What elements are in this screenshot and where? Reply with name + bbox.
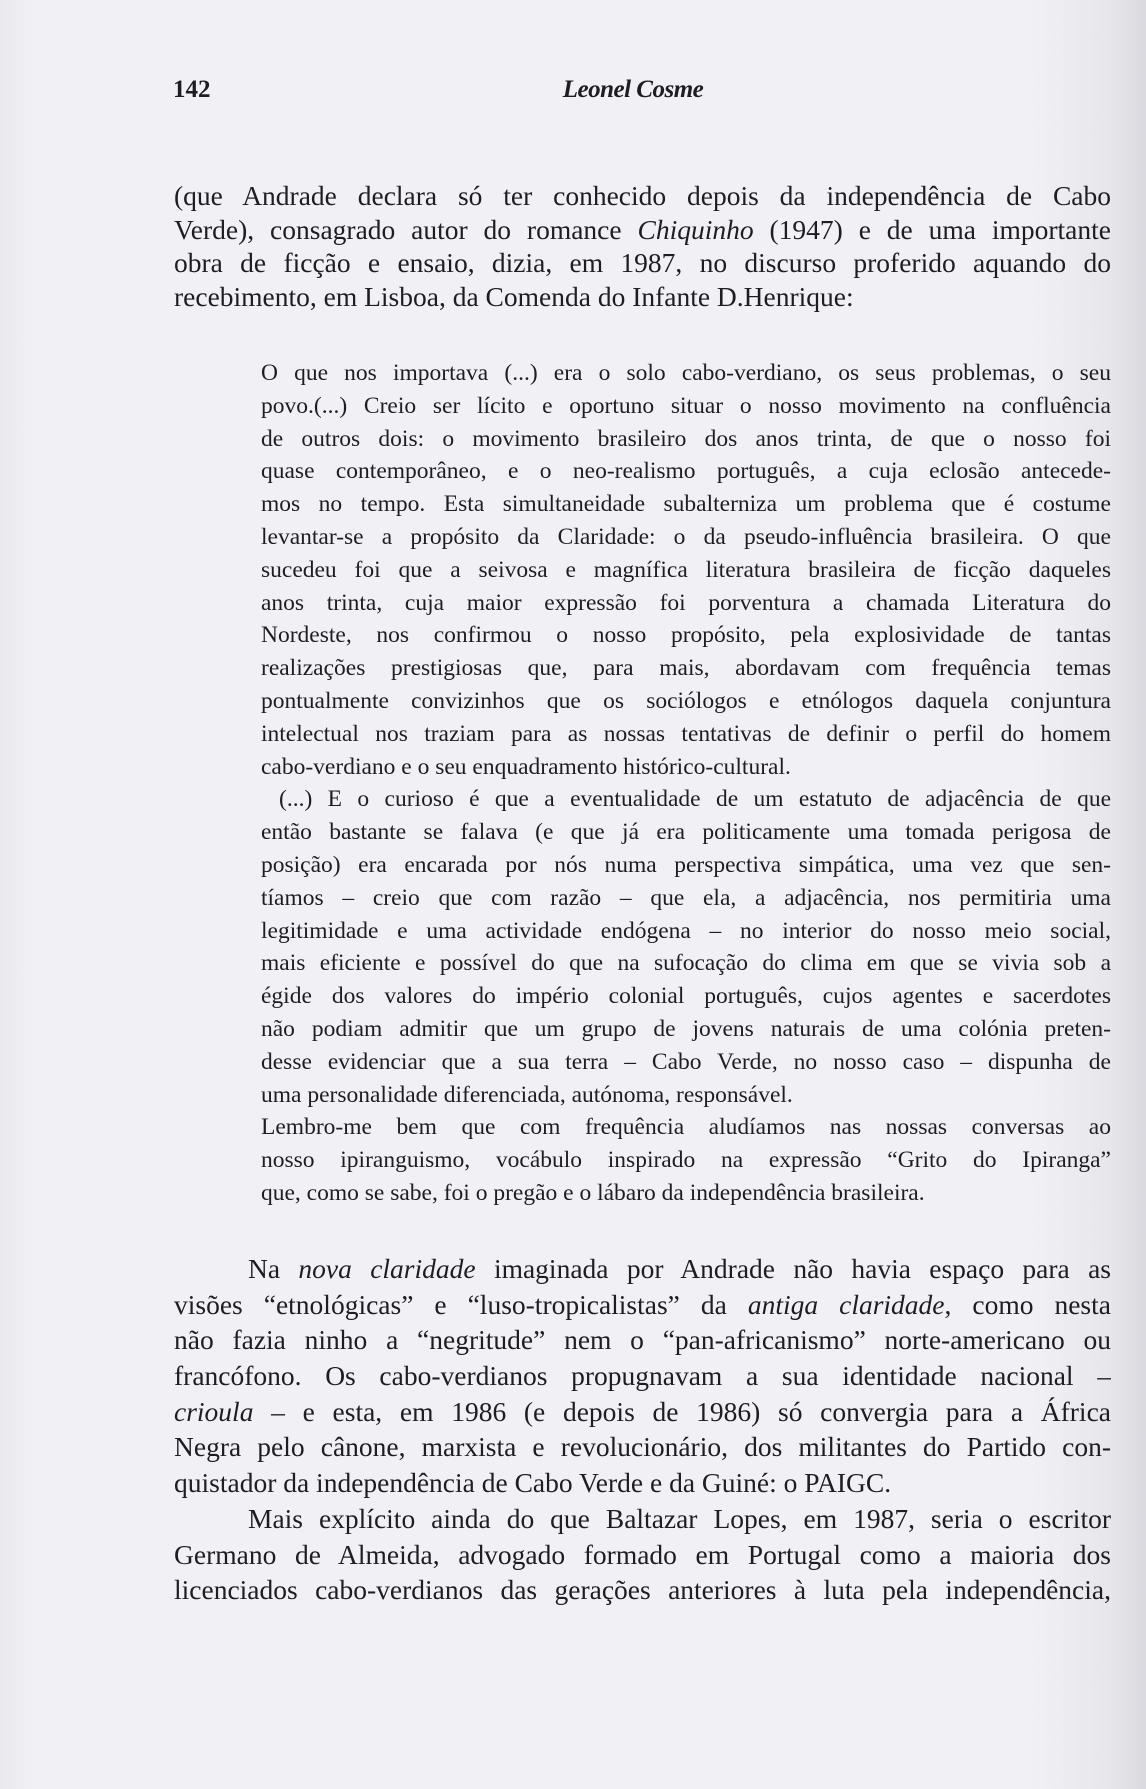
text-line — [174, 213, 1111, 247]
text-segment: quistador da independência de Cabo Verde e da Guiné: o PAIGC. — [174, 1467, 892, 1499]
text-segment: Germano de Almeida, advogado formado em Portugal como a maioria dos — [174, 1538, 1111, 1570]
text-line — [261, 619, 1111, 652]
text-segment: Mais explícito ainda do que Baltazar Lopes, em 1987, seria o escritor — [248, 1502, 1111, 1534]
text-segment: de outros dois: o movimento brasileiro dos anos trinta, de que o nosso foi — [261, 425, 1111, 452]
text-segment: então bastante se falava (e que já era politicamente uma tomada perigosa de — [261, 819, 1111, 846]
text-line — [174, 1537, 1111, 1573]
text-line — [174, 1429, 1111, 1465]
text-segment: realizações prestigiosas que, para mais, abordavam com frequência temas — [261, 655, 1111, 682]
text-segment: uma personalidade diferenciada, autónoma, responsável. — [261, 1081, 793, 1108]
text-segment: não fazia ninho a “negritude” nem o “pan-africanismo” norte-americano ou — [174, 1324, 1111, 1356]
text-line — [261, 751, 1111, 784]
text-segment: desse evidenciar que a sua terra – Cabo Verde, no nosso caso – dispunha de — [261, 1048, 1111, 1075]
text-line — [174, 1358, 1111, 1394]
text-segment: , como nesta — [944, 1288, 1111, 1320]
text-segment: imaginada por Andrade não havia espaço para as — [475, 1253, 1111, 1284]
text-line — [261, 947, 1111, 980]
text-line — [261, 915, 1111, 948]
text-segment: nosso ipiranguismo, vocábulo inspirado na expressão “Grito do Ipiranga” — [261, 1147, 1111, 1174]
text-line — [261, 718, 1111, 751]
text-segment: povo.(...) Creio ser lícito e oportuno situar o nosso movimento na confluência — [261, 392, 1111, 419]
italic-text: antiga claridade — [747, 1288, 945, 1320]
text-segment: pontualmente convizinhos que os sociólogos e etnólogos daquela conjuntura — [261, 687, 1111, 714]
text-segment: cabo-verdiano e o seu enquadramento histórico-cultural. — [261, 753, 791, 780]
text-segment: O que nos importava (...) era o solo cabo-verdiano, os seus problemas, o seu — [261, 360, 1111, 386]
page-number: 142 — [173, 76, 211, 103]
text-line — [174, 1572, 1111, 1608]
text-line — [261, 488, 1111, 521]
text-line — [261, 390, 1111, 423]
text-line — [174, 1501, 1111, 1537]
text-segment: mos no tempo. Esta simultaneidade subalterniza um problema que é costume — [261, 491, 1111, 518]
text-segment: (que Andrade declara só ter conhecido depois da independência de Cabo — [174, 180, 1111, 211]
text-segment: levantar-se a propósito da Claridade: o da pseudo-influência brasileira. O que — [261, 523, 1111, 550]
text-line — [174, 179, 1111, 213]
text-segment: que, como se sabe, foi o pregão e o lábaro da independência brasileira. — [261, 1179, 925, 1206]
text-line — [261, 357, 1111, 390]
text-segment: Lembro-me bem que com frequência aludíamos nas nossas conversas ao — [261, 1114, 1111, 1141]
italic-text: Chiquinho — [637, 213, 754, 245]
text-line — [174, 246, 1111, 280]
paragraph-body — [174, 1251, 1111, 1608]
text-segment: (...) E o curioso é que a eventualidade de um estatuto de adjacência de que — [279, 786, 1111, 813]
text-line — [261, 1111, 1111, 1144]
text-line — [261, 882, 1111, 915]
running-header-author: Leonel Cosme — [562, 76, 704, 103]
text-line — [261, 521, 1111, 554]
text-line — [261, 1144, 1111, 1177]
text-line — [261, 423, 1111, 456]
text-segment: recebimento, em Lisboa, da Comenda do Infante D.Henrique: — [174, 280, 854, 312]
text-segment: legitimidade e uma actividade endógena – no interior do nosso meio social, — [261, 917, 1111, 944]
text-segment: intelectual nos traziam para as nossas tentativas de definir o perfil do homem — [261, 720, 1111, 747]
text-line — [261, 1177, 1111, 1210]
text-segment: visões “etnológicas” e “luso-tropicalistas” da — [174, 1288, 748, 1320]
text-segment: mais eficiente e possível do que na sufocação do clima em que se vivia sob a — [261, 950, 1111, 977]
text-segment: égide dos valores do império colonial português, cujos agentes e sacerdotes — [261, 983, 1111, 1010]
text-line — [174, 280, 1111, 314]
italic-text: crioula — [174, 1395, 254, 1427]
text-line — [174, 1394, 1111, 1430]
text-segment: sucedeu foi que a seivosa e magnífica literatura brasileira de ficção daqueles — [261, 556, 1111, 583]
text-line — [261, 455, 1111, 488]
text-segment: quase contemporâneo, e o neo-realismo português, a cuja eclosão antecede- — [261, 458, 1111, 485]
text-line — [261, 816, 1111, 849]
block-quote — [261, 357, 1111, 1210]
text-line — [261, 685, 1111, 718]
italic-text: nova claridade — [298, 1253, 476, 1284]
text-segment: Verde), consagrado autor do romance — [174, 213, 638, 245]
text-segment: posição) era encarada por nós numa perspectiva simpática, uma vez que sen- — [261, 851, 1111, 878]
text-segment: tíamos – creio que com razão – que ela, a adjacência, nos permitiria uma — [261, 884, 1111, 911]
text-segment: não podiam admitir que um grupo de jovens naturais de uma colónia preten- — [261, 1015, 1111, 1042]
paragraph-intro — [174, 179, 1111, 313]
text-line — [261, 1079, 1111, 1112]
text-line — [174, 1251, 1111, 1287]
text-line — [174, 1287, 1111, 1323]
text-segment: – e esta, em 1986 (e depois de 1986) só convergia para a África — [253, 1395, 1111, 1427]
text-line — [174, 1465, 1111, 1501]
text-line — [261, 783, 1111, 816]
text-line — [261, 554, 1111, 587]
text-segment: obra de ficção e ensaio, dizia, em 1987, no discurso proferido aquando do — [174, 247, 1111, 278]
text-line — [261, 1046, 1111, 1079]
text-segment: (1947) e de uma importante — [753, 213, 1111, 245]
text-line — [261, 652, 1111, 685]
text-line — [261, 980, 1111, 1013]
text-segment: licenciados cabo-verdianos das gerações anteriores à luta pela independência, — [174, 1574, 1111, 1606]
text-line — [261, 1013, 1111, 1046]
text-segment: Na — [248, 1253, 299, 1284]
text-line — [261, 849, 1111, 882]
text-segment: anos trinta, cuja maior expressão foi porventura a chamada Literatura do — [261, 589, 1111, 616]
text-segment: francófono. Os cabo-verdianos propugnavam a sua identidade nacional – — [174, 1360, 1111, 1392]
text-line — [174, 1322, 1111, 1358]
text-segment: Nordeste, nos confirmou o nosso propósito, pela explosividade de tantas — [261, 622, 1111, 649]
text-line — [261, 587, 1111, 620]
text-segment: Negra pelo cânone, marxista e revolucionário, dos militantes do Partido con- — [174, 1431, 1111, 1463]
